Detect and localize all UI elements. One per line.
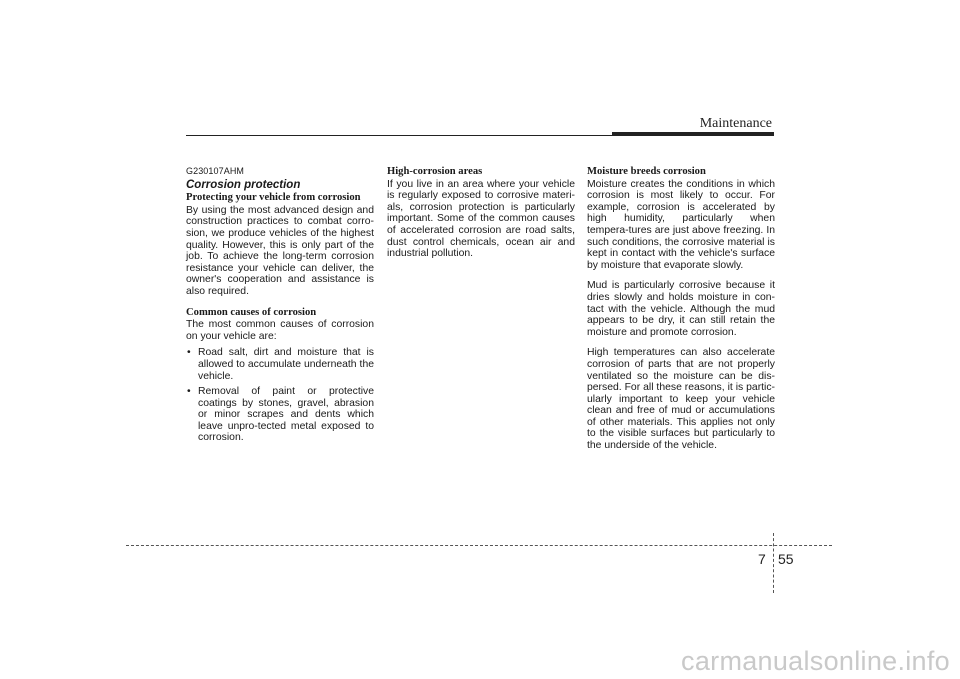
list-item — [186, 347, 374, 382]
paragraph-moisture-3: High temperatures can also accelerate corrosion of parts that are not properly ventilated so the moisture can be dis-persed. For all these reasons, it is partic-ularly important to keep your vehicle clean and free of mud or accumulations of other materials. This applies not only to the visible surfaces but particularly to the underside of the vehicle. — [587, 347, 775, 452]
bullet-icon: • — [187, 386, 191, 398]
subheading-protecting: Protecting your vehicle from corrosion — [186, 192, 361, 204]
subheading-high-corrosion: High-corrosion areas — [387, 166, 483, 177]
header-rule-accent — [612, 132, 774, 136]
list-item-text: Road salt, dirt and moisture that is allowed to accumulate underneath the vehicle. — [198, 347, 374, 382]
paragraph-moisture-2: Mud is particularly corrosive because it dries slowly and holds moisture in con-tact with the vehicle. Although the mud appears to be dry, it can still retain the moisture and promote corrosion. — [587, 280, 775, 338]
paragraph-protecting: By using the most advanced design and construction practices to combat corro-sion, we produce vehicles of the highest quality. However, this is only part of the job. To achieve the long-term corrosion resistance your vehicle can deliver, the owner's cooperation and assistance is also required. — [186, 204, 374, 297]
bullet-icon: • — [187, 347, 191, 359]
causes-list — [186, 347, 374, 444]
column-middle — [387, 166, 575, 269]
paragraph-common-causes: The most common causes of corrosion on your vehicle are: — [186, 319, 374, 342]
subheading-moisture: Moisture breeds corrosion — [587, 166, 706, 177]
column-left — [186, 166, 374, 448]
paragraph-moisture-1: Moisture creates the conditions in which corrosion is most likely to occur. For example, corrosion is accelerated by high humidity, particularly when tempera-tures are just above freezing. In such conditions, the corrosive material is kept in contact with the vehicle's surface by moisture that evaporate slowly. — [587, 178, 775, 271]
column-right — [587, 166, 775, 461]
page-number: 55 — [778, 551, 794, 567]
subheading-common-causes: Common causes of corrosion — [186, 306, 317, 318]
list-item-text: Removal of paint or protective coatings by stones, gravel, abrasion or minor scrapes and dents which leave unpro-tected metal exposed to corrosion. — [198, 386, 374, 444]
chapter-number: 7 — [758, 551, 766, 567]
section-code: G230107AHM — [186, 166, 245, 176]
watermark-text: carmanualsonline.info — [681, 646, 950, 676]
paragraph-high-corrosion: If you live in an area where your vehicle is regularly exposed to corrosive materi-als, corrosion protection is particularly important. Some of the common causes of accelerated corrosion are road salts, dust control chemicals, ocean air and industrial pollution. — [387, 178, 575, 260]
page-number-divider — [773, 533, 774, 593]
section-title: Corrosion protection — [186, 178, 301, 191]
list-item — [186, 386, 374, 444]
footer-rule — [126, 545, 832, 546]
page-header-title: Maintenance — [699, 116, 772, 131]
